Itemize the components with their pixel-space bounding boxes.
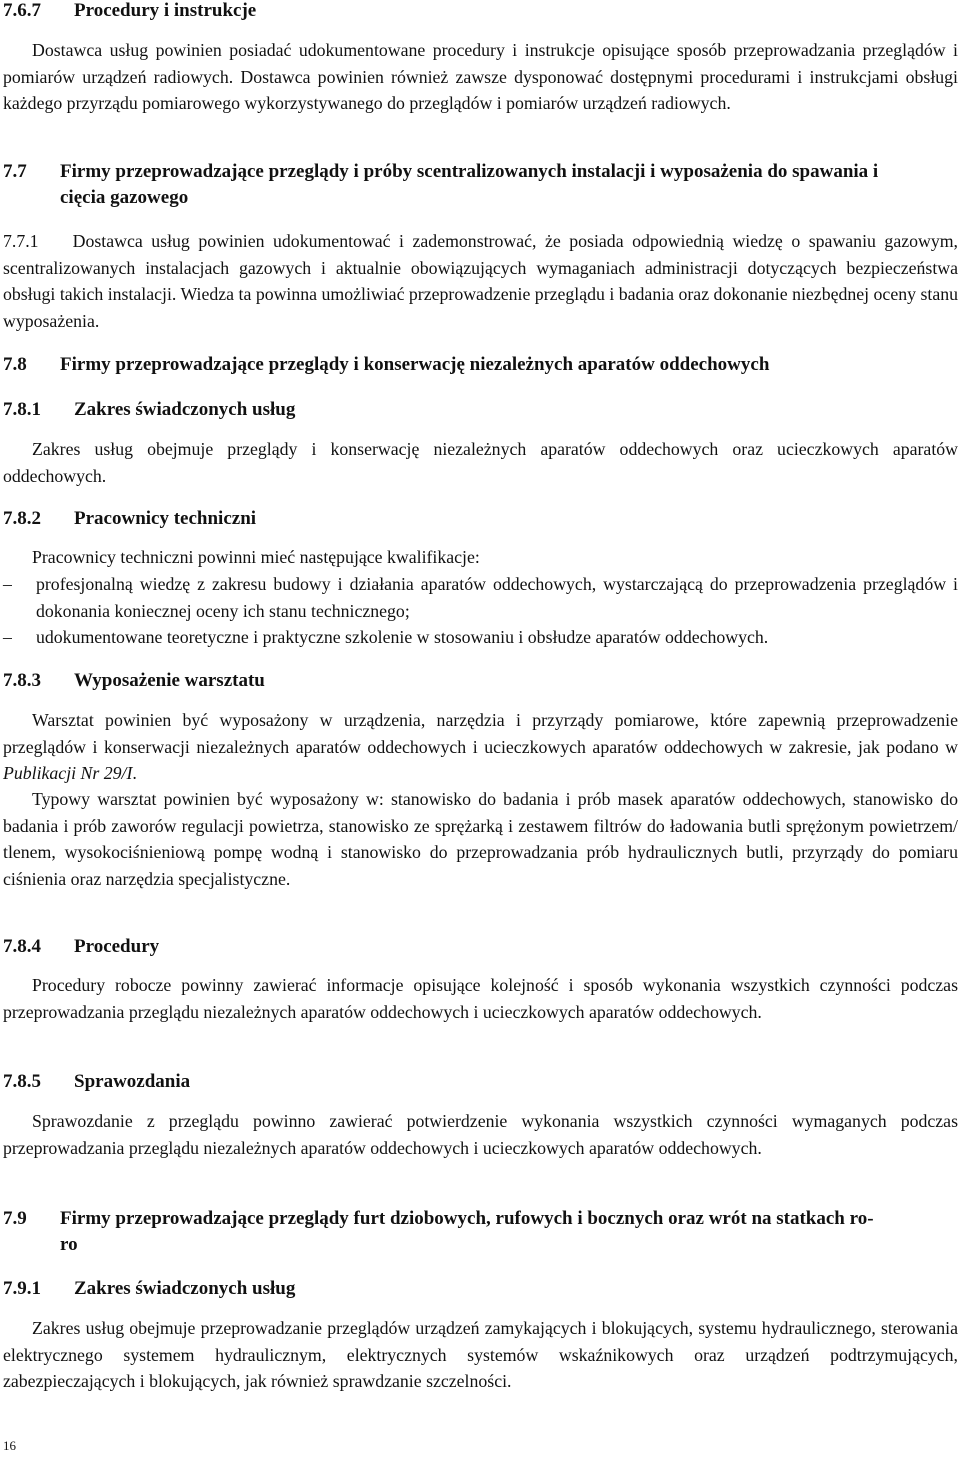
heading-number: 7.8: [3, 354, 27, 375]
list-dash: –: [3, 627, 12, 647]
heading-title: Pracownicy techniczni: [74, 508, 257, 529]
heading-title: Procedury i instrukcje: [74, 0, 257, 21]
heading-title: Firmy przeprowadzające przeglądy i próby scentralizowanych instalacji i wyposażenia do spawania i cięcia gazowego: [60, 161, 879, 208]
heading-7-7: [3, 159, 903, 211]
paragraph-7-8-1: Zakres usług obejmuje przeglądy i konserwację niezależnych aparatów oddechowych oraz ucieczkowych aparatów oddechowych.: [3, 439, 958, 486]
heading-title: Zakres świadczonych usług: [74, 1278, 296, 1299]
heading-number: 7.8.2: [3, 508, 41, 529]
list-item-text: udokumentowane teoretyczne i praktyczne szkolenie w stosowaniu i obsłudze aparatów oddechowych.: [36, 627, 769, 647]
paragraph-text: Dostawca usług powinien udokumentować i zademonstrować, że posiada odpowiednią wiedzę o spawaniu gazowym, scentralizowanych instalacjach gazowych i aktualnie obowiązujących wymaganiach administracji dotyczących bezpieczeństwa obsługi takich instalacji. Wiedza ta powinna umożliwiać przeprowadzenie przeglądu i badania oraz dokonanie niezbędnej oceny stanu wyposażenia.: [3, 231, 958, 331]
heading-7-9-1: [3, 1276, 295, 1302]
heading-title: Sprawozdania: [74, 1071, 191, 1092]
paragraph-number: 7.7.1: [3, 231, 39, 251]
heading-title: Zakres świadczonych usług: [74, 399, 296, 420]
paragraph-7-6-7: Dostawca usług powinien posiadać udokumentowane procedury i instrukcje opisujące sposób przeprowadzania przeglądów i pomiarów urządzeń radiowych. Dostawca powinien również zawsze dysponować dostępnymi procedurami i instrukcjami obsługi każdego przyrządu pomiarowego wykorzystywanego do przeglądów i pomiarów urządzeń radiowych.: [3, 40, 958, 113]
publication-reference: Publikacji Nr 29/I: [3, 763, 133, 783]
heading-title: Firmy przeprowadzające przeglądy i konserwację niezależnych aparatów oddechowych: [60, 354, 770, 375]
heading-number: 7.6.7: [3, 0, 41, 21]
heading-7-8-4: [3, 934, 159, 960]
list-dash: –: [3, 574, 12, 594]
paragraph-end: .: [132, 763, 137, 783]
heading-title: Procedury: [74, 936, 160, 957]
heading-number: 7.8.4: [3, 936, 41, 957]
heading-7-8: [3, 352, 958, 378]
paragraph-7-8-5: Sprawozdanie z przeglądu powinno zawierać potwierdzenie wykonania wszystkich czynności wymaganych podczas przeprowadzania przeglądu niezależnych aparatów oddechowych i ucieczkowych aparatów oddechowych.: [3, 1111, 958, 1158]
paragraph-7-8-3-b: Typowy warsztat powinien być wyposażony w: stanowisko do badania i prób masek aparatów oddechowych, stanowisko do badania i prób zaworów regulacji powietrza, stanowisko ze sprężarką i zestawem filtrów do ładowania butli sprężonym powietrzem/ tlenem, wysokociśnieniową pompę wodną i stanowisko do przeprowadzania prób hydraulicznych butli, przyrządy do pomiaru ciśnienia oraz narzędzia specjalistyczne.: [3, 789, 958, 889]
paragraph-7-7-1: [3, 228, 958, 334]
heading-7-8-1: [3, 397, 295, 423]
paragraph-text: Warsztat powinien być wyposażony w urządzenia, narzędzia i przyrządy pomiarowe, które zapewnią przeprowadzenie przeglądów i konserwacji niezależnych aparatów oddechowych i ucieczkowych aparatów oddechowych w zakresie, jak podano w: [3, 710, 958, 757]
paragraph-7-9-1: Zakres usług obejmuje przeprowadzanie przeglądów urządzeń zamykających i blokujących, systemu hydraulicznego, sterowania elektrycznego systemem hydraulicznym, elektrycznych systemów wskaźnikowych oraz urządzeń podtrzymujących, zabezpieczających i blokujących, jak również sprawdzanie szczelności.: [3, 1318, 958, 1391]
heading-title: Wyposażenie warsztatu: [74, 670, 265, 691]
page-number: 16: [3, 1438, 16, 1453]
heading-title: Firmy przeprowadzające przeglądy furt dziobowych, rufowych i bocznych oraz wrót na statkach ro-ro: [60, 1208, 874, 1255]
heading-number: 7.9: [3, 1208, 27, 1229]
heading-number: 7.8.1: [3, 399, 41, 420]
paragraph-7-8-2-intro: Pracownicy techniczni powinni mieć następujące kwalifikacje:: [32, 547, 480, 567]
heading-7-6-7: [3, 0, 256, 24]
heading-7-9: [3, 1206, 883, 1258]
heading-number: 7.7: [3, 161, 27, 182]
list-item-text: profesjonalną wiedzę z zakresu budowy i działania aparatów oddechowych, wystarczającą do przeprowadzenia przeglądów i dokonania koniecznej oceny ich stanu technicznego;: [36, 574, 958, 621]
list-item: [3, 571, 958, 624]
list-item: [3, 624, 958, 651]
heading-7-8-3: [3, 668, 265, 694]
paragraph-7-8-4: Procedury robocze powinny zawierać informacje opisujące kolejność i sposób wykonania wszystkich czynności podczas przeprowadzania przeglądu niezależnych aparatów oddechowych i ucieczkowych aparatów oddechowych.: [3, 975, 958, 1022]
heading-7-8-2: [3, 506, 256, 532]
heading-7-8-5: [3, 1069, 190, 1095]
heading-number: 7.8.5: [3, 1071, 41, 1092]
paragraph-7-8-3-a: [3, 707, 958, 787]
heading-number: 7.9.1: [3, 1278, 41, 1299]
heading-number: 7.8.3: [3, 670, 41, 691]
